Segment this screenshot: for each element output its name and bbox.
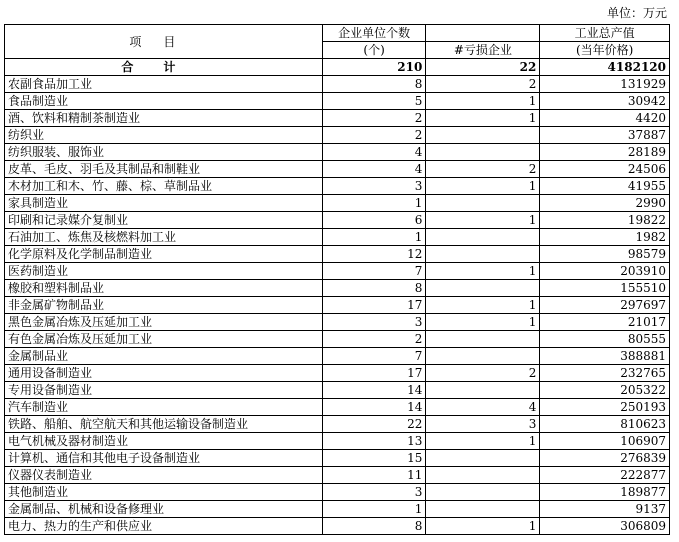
output-value-cell: 4420 xyxy=(540,110,670,127)
loss-enterprise-cell: 1 xyxy=(426,314,540,331)
loss-enterprise-cell xyxy=(426,501,540,518)
table-row xyxy=(5,484,670,501)
industry-name-cell: 石油加工、炼焦及核燃料加工业 xyxy=(5,229,323,246)
output-value-cell: 205322 xyxy=(540,382,670,399)
loss-enterprise-cell: 1 xyxy=(426,518,540,535)
unit-label: 单位：万元 xyxy=(606,6,667,20)
header-output-note: (当年价格) xyxy=(540,42,670,59)
output-value-cell: 276839 xyxy=(540,450,670,467)
output-value-cell: 2990 xyxy=(540,195,670,212)
table-row xyxy=(5,229,670,246)
output-value-cell: 203910 xyxy=(540,263,670,280)
loss-enterprise-cell: 3 xyxy=(426,416,540,433)
industry-name-cell: 计算机、通信和其他电子设备制造业 xyxy=(5,450,323,467)
loss-enterprise-cell: 2 xyxy=(426,76,540,93)
loss-enterprise-cell xyxy=(426,229,540,246)
loss-enterprise-cell: 1 xyxy=(426,433,540,450)
header-item xyxy=(5,25,323,59)
table-row xyxy=(5,518,670,535)
industry-statistics-table xyxy=(4,24,670,535)
loss-enterprise-cell xyxy=(426,331,540,348)
output-value-cell: 222877 xyxy=(540,467,670,484)
enterprise-count-cell: 15 xyxy=(322,450,426,467)
loss-enterprise-cell xyxy=(426,144,540,161)
enterprise-count-cell: 2 xyxy=(322,331,426,348)
industry-name-cell: 电力、热力的生产和供应业 xyxy=(5,518,323,535)
industry-name-cell: 铁路、船舶、航空航天和其他运输设备制造业 xyxy=(5,416,323,433)
header-row-1 xyxy=(5,25,670,42)
output-value-cell: 30942 xyxy=(540,93,670,110)
table-body xyxy=(5,59,670,535)
table-row xyxy=(5,280,670,297)
industry-name-cell: 金属制品、机械和设备修理业 xyxy=(5,501,323,518)
total-count: 210 xyxy=(322,59,426,76)
industry-name-cell: 黑色金属冶炼及压延加工业 xyxy=(5,314,323,331)
table-row xyxy=(5,195,670,212)
enterprise-count-cell: 8 xyxy=(322,280,426,297)
industry-name-cell: 酒、饮料和精制茶制造业 xyxy=(5,110,323,127)
output-value-cell: 155510 xyxy=(540,280,670,297)
output-value-cell: 21017 xyxy=(540,314,670,331)
output-value-cell: 297697 xyxy=(540,297,670,314)
output-value-cell: 19822 xyxy=(540,212,670,229)
total-loss: 22 xyxy=(426,59,540,76)
industry-name-cell: 农副食品加工业 xyxy=(5,76,323,93)
loss-enterprise-cell: 2 xyxy=(426,161,540,178)
loss-enterprise-cell xyxy=(426,127,540,144)
header-output-value xyxy=(540,25,670,42)
output-value-cell: 24506 xyxy=(540,161,670,178)
table-row xyxy=(5,144,670,161)
table-row xyxy=(5,161,670,178)
enterprise-count-cell: 1 xyxy=(322,195,426,212)
industry-name-cell: 医药制造业 xyxy=(5,263,323,280)
total-value: 4182120 xyxy=(540,59,670,76)
table-row xyxy=(5,246,670,263)
table-row xyxy=(5,416,670,433)
output-value-cell: 9137 xyxy=(540,501,670,518)
header-output-value-label: 工业总产值 xyxy=(574,26,635,40)
total-label: 合计 xyxy=(5,59,323,76)
table-row xyxy=(5,93,670,110)
enterprise-count-cell: 4 xyxy=(322,144,426,161)
enterprise-count-cell: 6 xyxy=(322,212,426,229)
enterprise-count-cell: 7 xyxy=(322,263,426,280)
table-row xyxy=(5,76,670,93)
output-value-cell: 28189 xyxy=(540,144,670,161)
header-loss-enterprises: #亏损企业 xyxy=(426,42,540,59)
table-row xyxy=(5,348,670,365)
industry-name-cell: 有色金属冶炼及压延加工业 xyxy=(5,331,323,348)
industry-name-cell: 电气机械及器材制造业 xyxy=(5,433,323,450)
table-row xyxy=(5,450,670,467)
table-row xyxy=(5,110,670,127)
industry-name-cell: 非金属矿物制品业 xyxy=(5,297,323,314)
enterprise-count-cell: 14 xyxy=(322,382,426,399)
output-value-cell: 232765 xyxy=(540,365,670,382)
industry-name-cell: 印刷和记录媒介复制业 xyxy=(5,212,323,229)
enterprise-count-cell: 3 xyxy=(322,178,426,195)
output-value-cell: 810623 xyxy=(540,416,670,433)
loss-enterprise-cell xyxy=(426,450,540,467)
industry-name-cell: 化学原料及化学制品制造业 xyxy=(5,246,323,263)
table-row xyxy=(5,263,670,280)
table-row xyxy=(5,331,670,348)
industry-name-cell: 仪器仪表制造业 xyxy=(5,467,323,484)
output-value-cell: 131929 xyxy=(540,76,670,93)
header-loss-top xyxy=(426,25,540,42)
table-row xyxy=(5,501,670,518)
enterprise-count-cell: 22 xyxy=(322,416,426,433)
industry-name-cell: 家具制造业 xyxy=(5,195,323,212)
output-value-cell: 306809 xyxy=(540,518,670,535)
industry-name-cell: 橡胶和塑料制品业 xyxy=(5,280,323,297)
output-value-cell: 1982 xyxy=(540,229,670,246)
loss-enterprise-cell: 1 xyxy=(426,212,540,229)
output-value-cell: 388881 xyxy=(540,348,670,365)
table-row xyxy=(5,467,670,484)
industry-name-cell: 通用设备制造业 xyxy=(5,365,323,382)
loss-enterprise-cell: 1 xyxy=(426,263,540,280)
output-value-cell: 250193 xyxy=(540,399,670,416)
loss-enterprise-cell xyxy=(426,382,540,399)
loss-enterprise-cell xyxy=(426,484,540,501)
header-item-label: 项目 xyxy=(129,34,198,49)
enterprise-count-cell: 3 xyxy=(322,484,426,501)
enterprise-count-cell: 8 xyxy=(322,518,426,535)
output-value-cell: 106907 xyxy=(540,433,670,450)
header-enterprise-unit: (个) xyxy=(322,42,426,59)
header-enterprise-count xyxy=(322,25,426,42)
industry-name-cell: 其他制造业 xyxy=(5,484,323,501)
loss-enterprise-cell xyxy=(426,467,540,484)
table-row xyxy=(5,382,670,399)
industry-name-cell: 专用设备制造业 xyxy=(5,382,323,399)
loss-enterprise-cell xyxy=(426,280,540,297)
loss-enterprise-cell xyxy=(426,348,540,365)
enterprise-count-cell: 12 xyxy=(322,246,426,263)
loss-enterprise-cell: 1 xyxy=(426,297,540,314)
enterprise-count-cell: 2 xyxy=(322,127,426,144)
total-row xyxy=(5,59,670,76)
loss-enterprise-cell: 2 xyxy=(426,365,540,382)
industry-name-cell: 金属制品业 xyxy=(5,348,323,365)
enterprise-count-cell: 17 xyxy=(322,297,426,314)
output-value-cell: 41955 xyxy=(540,178,670,195)
table-row xyxy=(5,212,670,229)
table-row xyxy=(5,314,670,331)
table-row xyxy=(5,178,670,195)
enterprise-count-cell: 14 xyxy=(322,399,426,416)
enterprise-count-cell: 7 xyxy=(322,348,426,365)
header-enterprise-count-label: 企业单位个数 xyxy=(338,26,411,40)
enterprise-count-cell: 17 xyxy=(322,365,426,382)
table-row xyxy=(5,297,670,314)
enterprise-count-cell: 8 xyxy=(322,76,426,93)
enterprise-count-cell: 1 xyxy=(322,229,426,246)
output-value-cell: 80555 xyxy=(540,331,670,348)
industry-name-cell: 食品制造业 xyxy=(5,93,323,110)
industry-name-cell: 汽车制造业 xyxy=(5,399,323,416)
loss-enterprise-cell: 1 xyxy=(426,178,540,195)
output-value-cell: 98579 xyxy=(540,246,670,263)
enterprise-count-cell: 11 xyxy=(322,467,426,484)
industry-name-cell: 纺织业 xyxy=(5,127,323,144)
industry-name-cell: 皮革、毛皮、羽毛及其制品和制鞋业 xyxy=(5,161,323,178)
enterprise-count-cell: 3 xyxy=(322,314,426,331)
enterprise-count-cell: 1 xyxy=(322,501,426,518)
loss-enterprise-cell xyxy=(426,195,540,212)
table-row xyxy=(5,127,670,144)
table-row xyxy=(5,365,670,382)
loss-enterprise-cell: 1 xyxy=(426,110,540,127)
loss-enterprise-cell xyxy=(426,246,540,263)
enterprise-count-cell: 5 xyxy=(322,93,426,110)
industry-name-cell: 纺织服装、服饰业 xyxy=(5,144,323,161)
enterprise-count-cell: 2 xyxy=(322,110,426,127)
enterprise-count-cell: 4 xyxy=(322,161,426,178)
table-row xyxy=(5,433,670,450)
table-row xyxy=(5,399,670,416)
enterprise-count-cell: 13 xyxy=(322,433,426,450)
output-value-cell: 189877 xyxy=(540,484,670,501)
loss-enterprise-cell: 4 xyxy=(426,399,540,416)
output-value-cell: 37887 xyxy=(540,127,670,144)
loss-enterprise-cell: 1 xyxy=(426,93,540,110)
industry-name-cell: 木材加工和木、竹、藤、棕、草制品业 xyxy=(5,178,323,195)
